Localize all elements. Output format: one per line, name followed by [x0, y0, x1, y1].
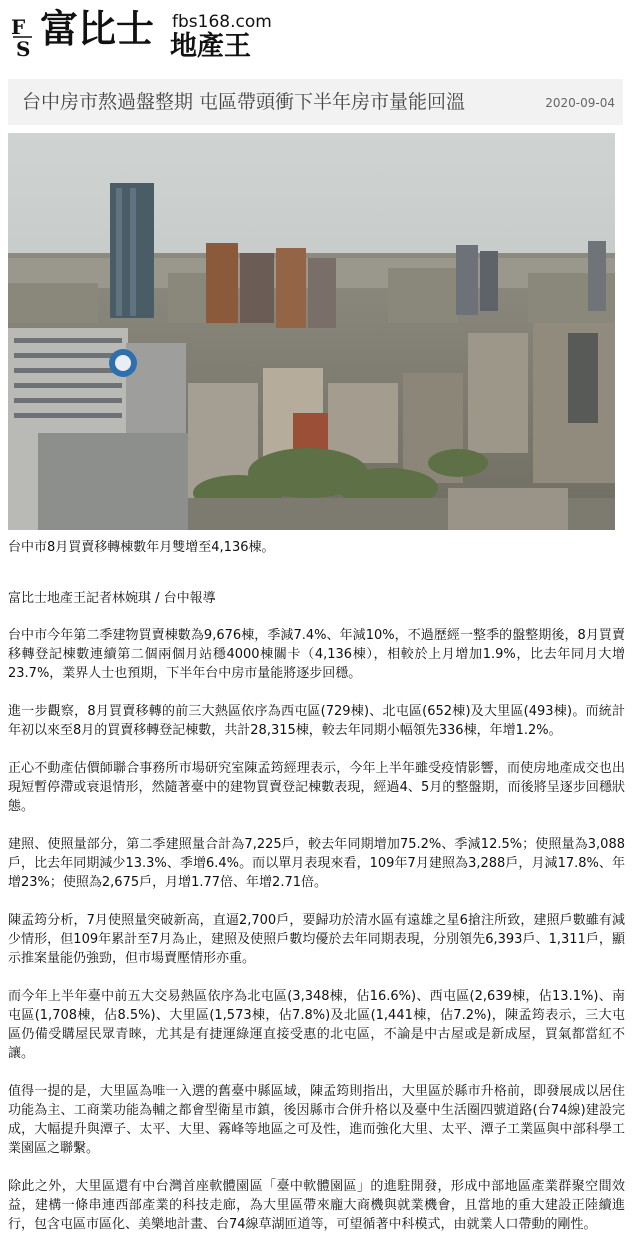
article-paragraph: 除此之外，大里區還有中台灣首座軟體園區「臺中軟體園區」的進駐開發，形成中部地區產業群聚空間效益，建構一條串連西部產業的科技走廊，為大里區帶來龐大商機與就業機會，且當地的重大建設正陸續進行，包含屯區市區化、美樂地計畫、台74線草湖匝道等，可望循著中科模式，由就業人口帶動的剛性。 [8, 1179, 625, 1232]
article-paragraph: 台中市今年第二季建物買賣棟數為9,676棟，季減7.4%、年減10%，不過歷經一整季的盤整期後，8月買賣移轉登記棟數連續第二個兩個月站穩4000棟關卡（4,136棟），相較於上月增加1.9%，比去年同月大增23.7%，業界人士也預期，下半年台中房市量能將逐步回穩。 [8, 628, 625, 681]
city-skyline-image [8, 133, 615, 530]
article-date: 2020-09-04 [545, 96, 615, 110]
article-paragraph: 陳孟筠分析，7月使照量突破新高，直逼2,700戶，要歸功於清水區有遠雄之星6搶注所致，建照戶數雖有減少情形，但109年累計至7月為止，建照及使照戶數均優於去年同期表現，分別領先6,393戶、1,311戶，顯示推案量能仍強勁，但市場賣壓情形亦重。 [8, 913, 625, 966]
article-byline: 富比士地產王記者林婉琪 / 台中報導 [8, 591, 216, 606]
article-body [8, 626, 625, 1253]
site-header [0, 0, 633, 70]
article-title-bar [8, 79, 623, 125]
article-paragraph: 而今年上半年臺中前五大交易熱區依序為北屯區(3,348棟，佔16.6%)、西屯區(2,639棟，佔13.1%)、南屯區(1,708棟，佔8.5%)、大里區(1,573棟，佔7.8%)及北區(1,441棟，佔7.2%)，陳孟筠表示，三大屯區仍備受購屋民眾青睞，尤其是有捷運綠運直接受惠的北屯區，不論是中古屋或是新成屋，買氣都當紅不讓。 [8, 989, 625, 1061]
fs-logo-icon[interactable] [10, 14, 36, 58]
article-paragraph: 建照、使照量部分，第二季建照量合計為7,225戶，較去年同期增加75.2%、季減12.5%；使照量為3,088戶，比去年同期減少13.3%、季增6.4%。而以單月表現來看，109年7月建照為3,288戶，月減17.8%、年增23%；使照為2,675戶，月增1.77倍、年增2.71倍。 [8, 837, 625, 890]
article-title: 台中房市熬過盤整期 屯區帶頭衝下半年房市量能回溫 [22, 91, 466, 113]
article-paragraph: 值得一提的是，大里區為唯一入選的舊臺中縣區域，陳孟筠則指出，大里區於縣市升格前，即發展成以居住功能為主、工商業功能為輔之都會型衛星市鎮，後因縣市合併升格以及臺中生活圈四號道路(台74線)建設完成，大幅提升與潭子、太平、大里、霧峰等地區之可及性，進而強化大里、太平、潭子工業區與中部科學工業園區之聯繫。 [8, 1084, 625, 1156]
article-paragraph: 正心不動產估價師聯合事務所市場研究室陳孟筠經理表示，今年上半年雖受疫情影響，而使房地產成交也出現短暫停滯或衰退情形，然隨著臺中的建物買賣登記棟數表現，經過4、5月的整盤期，而後將呈逐步回穩狀態。 [8, 761, 625, 814]
article-paragraph: 進一步觀察，8月買賣移轉的前三大熱區依序為西屯區(729棟)、北屯區(652棟)及大里區(493棟)。而統計年初以來至8月的買賣移轉登記棟數，共計28,315棟，較去年同期小幅領先336棟，年增1.2%。 [8, 704, 625, 738]
article-photo [8, 133, 615, 530]
svg-text:S: S [16, 37, 31, 58]
site-logo-text[interactable]: 富比士 [40, 6, 155, 51]
svg-text:F: F [11, 15, 26, 39]
site-logo-subtitle: 地產王 [170, 31, 251, 62]
image-caption: 台中市8月買賣移轉棟數年月雙增至4,136棟。 [8, 540, 275, 555]
site-domain: fbs168.com [172, 12, 272, 32]
